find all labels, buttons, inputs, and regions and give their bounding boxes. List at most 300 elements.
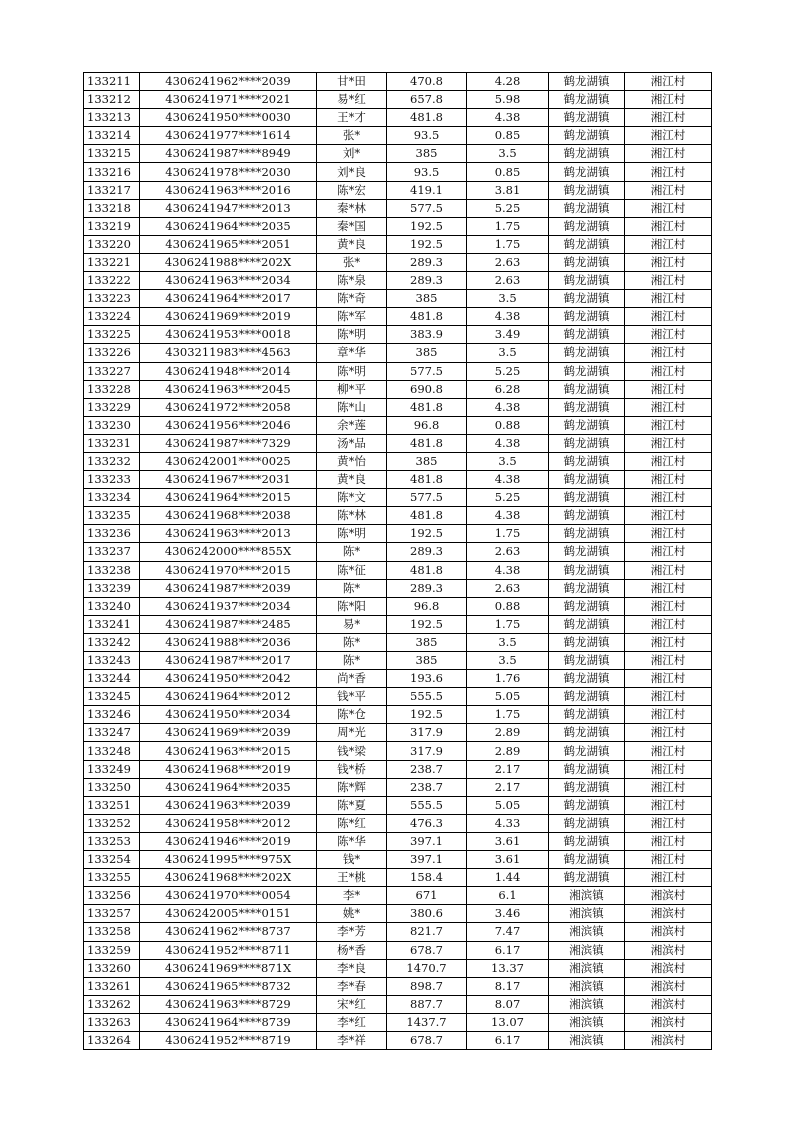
id-number-cell: 4306241964****2035: [140, 778, 317, 796]
table-row: [84, 814, 712, 832]
name-cell: 陈*: [317, 579, 387, 597]
name-cell: 李*: [317, 887, 387, 905]
row-id-cell: 133242: [84, 633, 140, 651]
area-cell: 3.46: [467, 905, 549, 923]
table-row: [84, 235, 712, 253]
table-row: [84, 290, 712, 308]
area-cell: 6.1: [467, 887, 549, 905]
amount-cell: 192.5: [387, 525, 467, 543]
amount-cell: 476.3: [387, 814, 467, 832]
row-id-cell: 133227: [84, 362, 140, 380]
village-cell: 湘滨村: [625, 1031, 712, 1049]
row-id-cell: 133247: [84, 724, 140, 742]
name-cell: 李*祥: [317, 1031, 387, 1049]
area-cell: 2.63: [467, 543, 549, 561]
town-cell: 鹤龙湖镇: [549, 724, 625, 742]
id-number-cell: 4306241950****2034: [140, 706, 317, 724]
amount-cell: 93.5: [387, 163, 467, 181]
name-cell: 黄*良: [317, 235, 387, 253]
town-cell: 鹤龙湖镇: [549, 742, 625, 760]
village-cell: 湘江村: [625, 525, 712, 543]
amount-cell: 481.8: [387, 471, 467, 489]
row-id-cell: 133241: [84, 615, 140, 633]
name-cell: 尚*香: [317, 670, 387, 688]
name-cell: 陈*明: [317, 326, 387, 344]
village-cell: 湘江村: [625, 742, 712, 760]
amount-cell: 470.8: [387, 73, 467, 91]
village-cell: 湘滨村: [625, 977, 712, 995]
row-id-cell: 133264: [84, 1031, 140, 1049]
village-cell: 湘江村: [625, 832, 712, 850]
amount-cell: 397.1: [387, 832, 467, 850]
table-row: [84, 91, 712, 109]
area-cell: 1.75: [467, 706, 549, 724]
name-cell: 李*芳: [317, 923, 387, 941]
table-row: [84, 670, 712, 688]
row-id-cell: 133230: [84, 416, 140, 434]
id-number-cell: 4306241965****2051: [140, 235, 317, 253]
table-row: [84, 832, 712, 850]
row-id-cell: 133220: [84, 235, 140, 253]
area-cell: 1.75: [467, 525, 549, 543]
amount-cell: 383.9: [387, 326, 467, 344]
table-row: [84, 706, 712, 724]
amount-cell: 481.8: [387, 561, 467, 579]
table-body: [84, 73, 712, 1050]
amount-cell: 385: [387, 145, 467, 163]
village-cell: 湘江村: [625, 579, 712, 597]
amount-cell: 385: [387, 344, 467, 362]
row-id-cell: 133263: [84, 1013, 140, 1031]
area-cell: 2.89: [467, 742, 549, 760]
amount-cell: 385: [387, 652, 467, 670]
name-cell: 章*华: [317, 344, 387, 362]
amount-cell: 898.7: [387, 977, 467, 995]
table-row: [84, 272, 712, 290]
name-cell: 陈*辉: [317, 778, 387, 796]
row-id-cell: 133254: [84, 851, 140, 869]
name-cell: 陈*: [317, 652, 387, 670]
table-row: [84, 507, 712, 525]
area-cell: 3.61: [467, 851, 549, 869]
row-id-cell: 133234: [84, 489, 140, 507]
amount-cell: 481.8: [387, 398, 467, 416]
name-cell: 杨*香: [317, 941, 387, 959]
area-cell: 3.5: [467, 344, 549, 362]
row-id-cell: 133221: [84, 253, 140, 271]
table-row: [84, 217, 712, 235]
area-cell: 4.38: [467, 398, 549, 416]
row-id-cell: 133246: [84, 706, 140, 724]
table-row: [84, 851, 712, 869]
table-row: [84, 199, 712, 217]
town-cell: 湘滨镇: [549, 1031, 625, 1049]
village-cell: 湘江村: [625, 688, 712, 706]
town-cell: 鹤龙湖镇: [549, 832, 625, 850]
town-cell: 鹤龙湖镇: [549, 525, 625, 543]
table-row: [84, 1013, 712, 1031]
row-id-cell: 133243: [84, 652, 140, 670]
town-cell: 鹤龙湖镇: [549, 597, 625, 615]
table-row: [84, 543, 712, 561]
area-cell: 2.63: [467, 253, 549, 271]
town-cell: 鹤龙湖镇: [549, 326, 625, 344]
area-cell: 6.28: [467, 380, 549, 398]
area-cell: 5.25: [467, 199, 549, 217]
table-row: [84, 724, 712, 742]
amount-cell: 317.9: [387, 724, 467, 742]
area-cell: 3.81: [467, 181, 549, 199]
name-cell: 周*光: [317, 724, 387, 742]
row-id-cell: 133229: [84, 398, 140, 416]
row-id-cell: 133258: [84, 923, 140, 941]
id-number-cell: 4306241947****2013: [140, 199, 317, 217]
area-cell: 3.5: [467, 290, 549, 308]
town-cell: 鹤龙湖镇: [549, 471, 625, 489]
data-table: [83, 72, 712, 1050]
area-cell: 4.38: [467, 434, 549, 452]
id-number-cell: 4306241968****2019: [140, 760, 317, 778]
village-cell: 湘江村: [625, 290, 712, 308]
area-cell: 4.38: [467, 308, 549, 326]
village-cell: 湘江村: [625, 308, 712, 326]
row-id-cell: 133235: [84, 507, 140, 525]
row-id-cell: 133253: [84, 832, 140, 850]
amount-cell: 419.1: [387, 181, 467, 199]
id-number-cell: 4306241965****8732: [140, 977, 317, 995]
id-number-cell: 4306241964****2017: [140, 290, 317, 308]
id-number-cell: 4306241953****0018: [140, 326, 317, 344]
name-cell: 柳*平: [317, 380, 387, 398]
table-row: [84, 615, 712, 633]
name-cell: 钱*梁: [317, 742, 387, 760]
table-row: [84, 308, 712, 326]
town-cell: 湘滨镇: [549, 959, 625, 977]
row-id-cell: 133211: [84, 73, 140, 91]
id-number-cell: 4306241969****2019: [140, 308, 317, 326]
town-cell: 鹤龙湖镇: [549, 416, 625, 434]
name-cell: 陈*: [317, 633, 387, 651]
town-cell: 鹤龙湖镇: [549, 290, 625, 308]
area-cell: 2.89: [467, 724, 549, 742]
id-number-cell: 4303211983****4563: [140, 344, 317, 362]
row-id-cell: 133244: [84, 670, 140, 688]
name-cell: 秦*林: [317, 199, 387, 217]
town-cell: 鹤龙湖镇: [549, 615, 625, 633]
town-cell: 鹤龙湖镇: [549, 272, 625, 290]
name-cell: 刘*良: [317, 163, 387, 181]
village-cell: 湘江村: [625, 489, 712, 507]
table-row: [84, 489, 712, 507]
id-number-cell: 4306241952****8711: [140, 941, 317, 959]
area-cell: 3.49: [467, 326, 549, 344]
table-row: [84, 73, 712, 91]
amount-cell: 555.5: [387, 688, 467, 706]
village-cell: 湘江村: [625, 851, 712, 869]
amount-cell: 481.8: [387, 434, 467, 452]
village-cell: 湘江村: [625, 615, 712, 633]
id-number-cell: 4306241963****2039: [140, 796, 317, 814]
table-row: [84, 652, 712, 670]
amount-cell: 1470.7: [387, 959, 467, 977]
row-id-cell: 133232: [84, 452, 140, 470]
village-cell: 湘滨村: [625, 1013, 712, 1031]
row-id-cell: 133236: [84, 525, 140, 543]
table-row: [84, 941, 712, 959]
name-cell: 余*莲: [317, 416, 387, 434]
village-cell: 湘江村: [625, 561, 712, 579]
village-cell: 湘江村: [625, 434, 712, 452]
name-cell: 陈*华: [317, 832, 387, 850]
id-number-cell: 4306241958****2012: [140, 814, 317, 832]
id-number-cell: 4306241968****2038: [140, 507, 317, 525]
village-cell: 湘江村: [625, 778, 712, 796]
amount-cell: 238.7: [387, 760, 467, 778]
id-number-cell: 4306241962****8737: [140, 923, 317, 941]
id-number-cell: 4306241963****2034: [140, 272, 317, 290]
row-id-cell: 133259: [84, 941, 140, 959]
name-cell: 易*: [317, 615, 387, 633]
town-cell: 鹤龙湖镇: [549, 778, 625, 796]
amount-cell: 192.5: [387, 235, 467, 253]
village-cell: 湘滨村: [625, 941, 712, 959]
name-cell: 张*: [317, 253, 387, 271]
name-cell: 陈*仓: [317, 706, 387, 724]
area-cell: 1.75: [467, 615, 549, 633]
amount-cell: 481.8: [387, 308, 467, 326]
id-number-cell: 4306241972****2058: [140, 398, 317, 416]
town-cell: 鹤龙湖镇: [549, 73, 625, 91]
id-number-cell: 4306241962****2039: [140, 73, 317, 91]
id-number-cell: 4306242000****855X: [140, 543, 317, 561]
town-cell: 鹤龙湖镇: [549, 851, 625, 869]
row-id-cell: 133260: [84, 959, 140, 977]
row-id-cell: 133213: [84, 109, 140, 127]
row-id-cell: 133250: [84, 778, 140, 796]
area-cell: 0.85: [467, 127, 549, 145]
row-id-cell: 133240: [84, 597, 140, 615]
table-row: [84, 869, 712, 887]
village-cell: 湘江村: [625, 109, 712, 127]
amount-cell: 385: [387, 290, 467, 308]
row-id-cell: 133248: [84, 742, 140, 760]
id-number-cell: 4306241952****8719: [140, 1031, 317, 1049]
id-number-cell: 4306241987****2039: [140, 579, 317, 597]
town-cell: 湘滨镇: [549, 905, 625, 923]
amount-cell: 385: [387, 452, 467, 470]
id-number-cell: 4306241963****2016: [140, 181, 317, 199]
village-cell: 湘江村: [625, 253, 712, 271]
row-id-cell: 133237: [84, 543, 140, 561]
amount-cell: 385: [387, 633, 467, 651]
village-cell: 湘江村: [625, 796, 712, 814]
row-id-cell: 133226: [84, 344, 140, 362]
town-cell: 湘滨镇: [549, 941, 625, 959]
amount-cell: 289.3: [387, 253, 467, 271]
town-cell: 鹤龙湖镇: [549, 362, 625, 380]
name-cell: 陈*山: [317, 398, 387, 416]
town-cell: 湘滨镇: [549, 995, 625, 1013]
amount-cell: 577.5: [387, 199, 467, 217]
village-cell: 湘江村: [625, 181, 712, 199]
village-cell: 湘江村: [625, 869, 712, 887]
id-number-cell: 4306241987****2485: [140, 615, 317, 633]
id-number-cell: 4306241950****2042: [140, 670, 317, 688]
table-row: [84, 344, 712, 362]
name-cell: 王*桃: [317, 869, 387, 887]
town-cell: 鹤龙湖镇: [549, 869, 625, 887]
village-cell: 湘江村: [625, 398, 712, 416]
id-number-cell: 4306241963****2045: [140, 380, 317, 398]
town-cell: 鹤龙湖镇: [549, 688, 625, 706]
table-row: [84, 905, 712, 923]
name-cell: 李*春: [317, 977, 387, 995]
area-cell: 3.5: [467, 652, 549, 670]
table-row: [84, 995, 712, 1013]
area-cell: 3.61: [467, 832, 549, 850]
row-id-cell: 133251: [84, 796, 140, 814]
town-cell: 鹤龙湖镇: [549, 796, 625, 814]
name-cell: 陈*征: [317, 561, 387, 579]
table-row: [84, 796, 712, 814]
table-row: [84, 145, 712, 163]
id-number-cell: 4306241971****2021: [140, 91, 317, 109]
row-id-cell: 133239: [84, 579, 140, 597]
amount-cell: 193.6: [387, 670, 467, 688]
id-number-cell: 4306242005****0151: [140, 905, 317, 923]
row-id-cell: 133222: [84, 272, 140, 290]
amount-cell: 690.8: [387, 380, 467, 398]
amount-cell: 481.8: [387, 109, 467, 127]
area-cell: 8.17: [467, 977, 549, 995]
table-row: [84, 887, 712, 905]
town-cell: 鹤龙湖镇: [549, 579, 625, 597]
table-row: [84, 127, 712, 145]
area-cell: 3.5: [467, 145, 549, 163]
town-cell: 湘滨镇: [549, 887, 625, 905]
id-number-cell: 4306241950****0030: [140, 109, 317, 127]
town-cell: 鹤龙湖镇: [549, 109, 625, 127]
area-cell: 0.88: [467, 416, 549, 434]
village-cell: 湘江村: [625, 814, 712, 832]
row-id-cell: 133231: [84, 434, 140, 452]
row-id-cell: 133256: [84, 887, 140, 905]
area-cell: 1.44: [467, 869, 549, 887]
amount-cell: 289.3: [387, 272, 467, 290]
town-cell: 鹤龙湖镇: [549, 633, 625, 651]
town-cell: 鹤龙湖镇: [549, 163, 625, 181]
id-number-cell: 4306241970****0054: [140, 887, 317, 905]
id-number-cell: 4306241968****202X: [140, 869, 317, 887]
area-cell: 5.05: [467, 688, 549, 706]
amount-cell: 671: [387, 887, 467, 905]
id-number-cell: 4306241948****2014: [140, 362, 317, 380]
id-number-cell: 4306241978****2030: [140, 163, 317, 181]
town-cell: 鹤龙湖镇: [549, 434, 625, 452]
village-cell: 湘滨村: [625, 887, 712, 905]
table-row: [84, 959, 712, 977]
amount-cell: 577.5: [387, 362, 467, 380]
amount-cell: 96.8: [387, 597, 467, 615]
amount-cell: 821.7: [387, 923, 467, 941]
table-row: [84, 525, 712, 543]
row-id-cell: 133262: [84, 995, 140, 1013]
area-cell: 5.05: [467, 796, 549, 814]
table-row: [84, 253, 712, 271]
area-cell: 0.85: [467, 163, 549, 181]
id-number-cell: 4306241963****8729: [140, 995, 317, 1013]
town-cell: 鹤龙湖镇: [549, 308, 625, 326]
town-cell: 鹤龙湖镇: [549, 344, 625, 362]
village-cell: 湘江村: [625, 91, 712, 109]
name-cell: 汤*品: [317, 434, 387, 452]
table-row: [84, 688, 712, 706]
town-cell: 鹤龙湖镇: [549, 706, 625, 724]
table-row: [84, 398, 712, 416]
row-id-cell: 133238: [84, 561, 140, 579]
name-cell: 陈*: [317, 543, 387, 561]
area-cell: 4.38: [467, 471, 549, 489]
table-row: [84, 326, 712, 344]
amount-cell: 192.5: [387, 217, 467, 235]
name-cell: 王*才: [317, 109, 387, 127]
area-cell: 4.38: [467, 561, 549, 579]
village-cell: 湘江村: [625, 471, 712, 489]
id-number-cell: 4306241988****2036: [140, 633, 317, 651]
row-id-cell: 133218: [84, 199, 140, 217]
village-cell: 湘滨村: [625, 959, 712, 977]
id-number-cell: 4306241995****975X: [140, 851, 317, 869]
table-row: [84, 1031, 712, 1049]
town-cell: 湘滨镇: [549, 977, 625, 995]
id-number-cell: 4306241963****2015: [140, 742, 317, 760]
name-cell: 陈*夏: [317, 796, 387, 814]
amount-cell: 397.1: [387, 851, 467, 869]
village-cell: 湘江村: [625, 652, 712, 670]
row-id-cell: 133217: [84, 181, 140, 199]
name-cell: 陈*文: [317, 489, 387, 507]
village-cell: 湘江村: [625, 670, 712, 688]
row-id-cell: 133252: [84, 814, 140, 832]
id-number-cell: 4306241977****1614: [140, 127, 317, 145]
id-number-cell: 4306241988****202X: [140, 253, 317, 271]
id-number-cell: 4306241970****2015: [140, 561, 317, 579]
id-number-cell: 4306241969****871X: [140, 959, 317, 977]
table-row: [84, 362, 712, 380]
area-cell: 1.75: [467, 217, 549, 235]
row-id-cell: 133212: [84, 91, 140, 109]
area-cell: 5.25: [467, 362, 549, 380]
area-cell: 2.63: [467, 272, 549, 290]
village-cell: 湘江村: [625, 235, 712, 253]
town-cell: 鹤龙湖镇: [549, 489, 625, 507]
amount-cell: 289.3: [387, 543, 467, 561]
id-number-cell: 4306241963****2013: [140, 525, 317, 543]
village-cell: 湘江村: [625, 507, 712, 525]
amount-cell: 1437.7: [387, 1013, 467, 1031]
amount-cell: 577.5: [387, 489, 467, 507]
name-cell: 钱*: [317, 851, 387, 869]
town-cell: 鹤龙湖镇: [549, 380, 625, 398]
table-row: [84, 923, 712, 941]
name-cell: 陈*红: [317, 814, 387, 832]
name-cell: 陈*阳: [317, 597, 387, 615]
village-cell: 湘江村: [625, 163, 712, 181]
name-cell: 黄*良: [317, 471, 387, 489]
name-cell: 李*良: [317, 959, 387, 977]
amount-cell: 192.5: [387, 615, 467, 633]
area-cell: 6.17: [467, 941, 549, 959]
